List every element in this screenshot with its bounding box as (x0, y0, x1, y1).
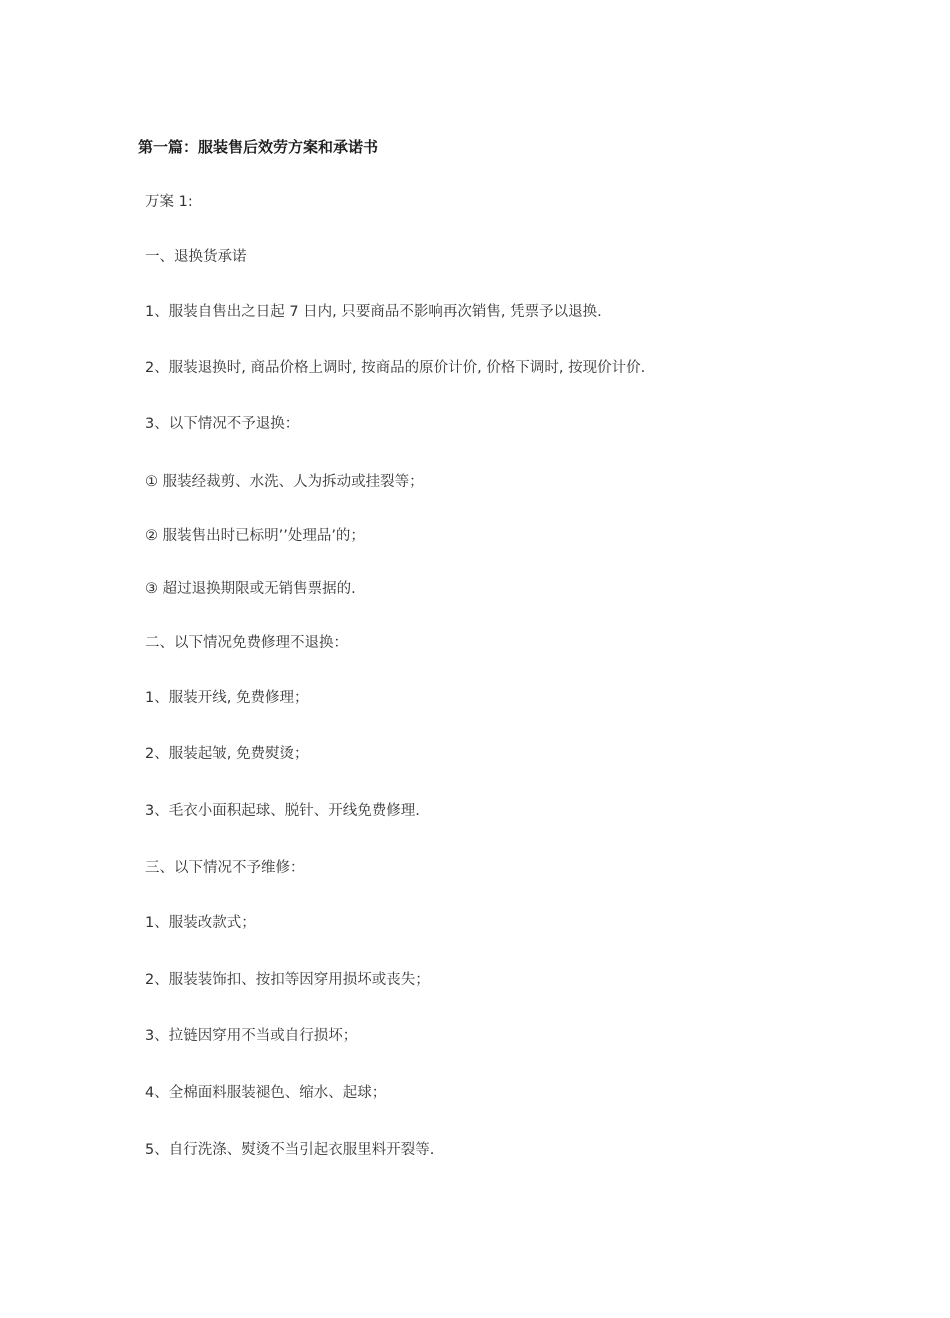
document-title: 第一篇：服装售后效劳方案和承诺书 (138, 138, 379, 156)
no-return-case-2: ② 服装售出时已标明’’处理品’的； (145, 528, 365, 544)
return-rule-1: 1、服装自售出之日起 7 日内, 只要商品不影响再次销售, 凭票予以退换. (145, 304, 602, 320)
no-repair-item-3: 3、拉链因穿用不当或自行损坏； (145, 1028, 358, 1044)
free-repair-item-1: 1、服装开线, 免费修理； (145, 690, 309, 706)
return-rule-3: 3、以下情况不予退换： (145, 416, 300, 432)
no-repair-item-1: 1、服装改款式； (145, 915, 256, 931)
return-rule-2: 2、服装退换时, 商品价格上调时, 按商品的原价计价, 价格下调时, 按现价计价. (145, 360, 646, 376)
section-heading-no-repair: 三、以下情况不予维修： (145, 860, 305, 876)
no-return-case-3: ③ 超过退换期限或无销售票据的. (145, 581, 356, 597)
section-heading-return-exchange: 一、退换货承诺 (145, 249, 247, 265)
free-repair-item-3: 3、毛衣小面积起球、脱针、开线免费修理. (145, 803, 420, 819)
plan-label: 万案 1: (145, 194, 193, 210)
no-repair-item-2: 2、服装装饰扣、按扣等因穿用损坏或丧失； (145, 972, 430, 988)
no-return-case-1: ① 服装经裁剪、水洗、人为拆动或挂裂等； (145, 474, 424, 490)
free-repair-item-2: 2、服装起皱, 免费熨烫； (145, 746, 309, 762)
no-repair-item-5: 5、自行洗涤、熨烫不当引起衣服里料开裂等. (145, 1142, 435, 1158)
section-heading-free-repair: 二、以下情况免费修理不退换： (145, 635, 348, 651)
no-repair-item-4: 4、全棉面料服装褪色、缩水、起球； (145, 1085, 387, 1101)
